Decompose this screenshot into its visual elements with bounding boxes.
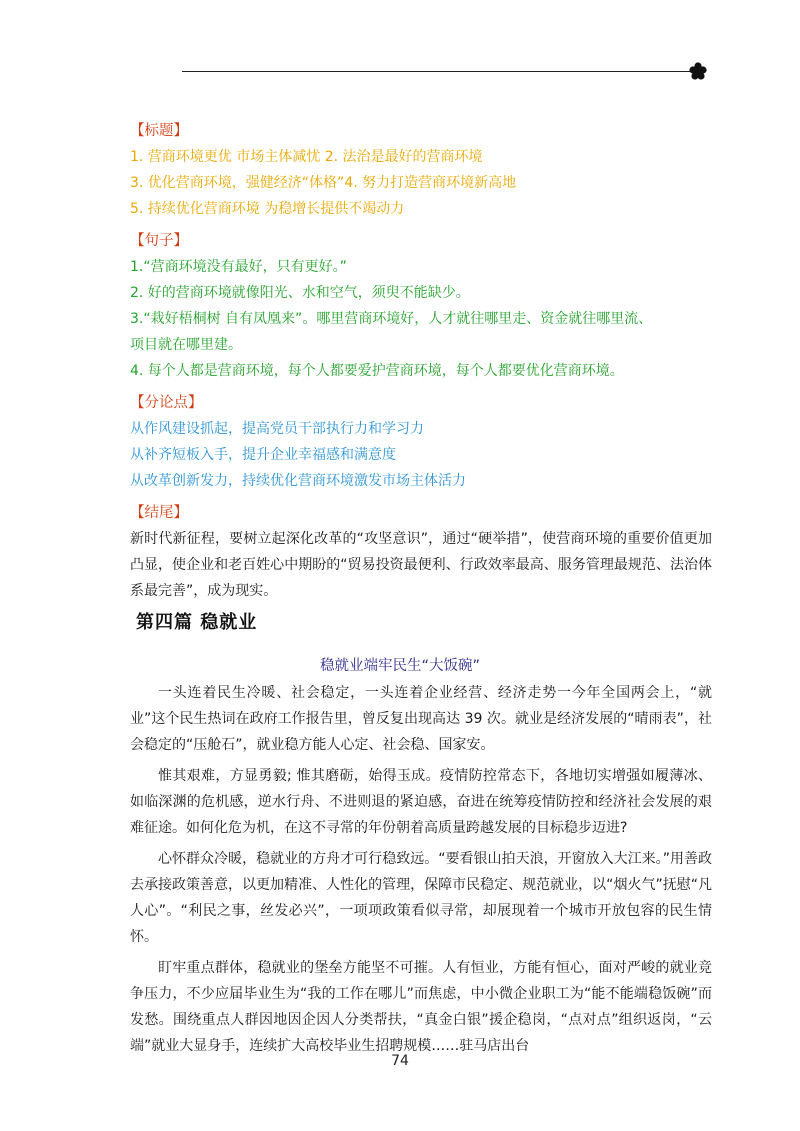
article-paragraph: 盯牢重点群体，稳就业的堡垒方能坚不可摧。人有恒业，方能有恒心，面对严峻的就业竞争压力，不少应届毕业生为“我的工作在哪儿”而焦虑，中小微企业职工为“能不能端稳饭碗”而发愁。围绕重点人群因地因企因人分类帮扶，“真金白银”援企稳岗，“点对点”组织返岗，“云端”就业大显身手，连续扩大高校毕业生招聘规模……驻马店出台 xyxy=(130,960,712,1054)
sentence-item: 2. 好的营商环境就像阳光、水和空气，须臾不能缺少。 xyxy=(130,285,470,301)
point-item: 从改革创新发力，持续优化营商环境激发市场主体活力 xyxy=(130,473,466,489)
article-title: 稳就业端牢民生“大饭碗” xyxy=(319,658,481,674)
header-rule xyxy=(182,71,692,72)
sentence-item: 项目就在哪里建。 xyxy=(130,337,242,353)
flower-ornament-icon xyxy=(688,61,708,81)
sentence-item: 4. 每个人都是营商环境，每个人都要爱护营商环境，每个人都要优化营商环境。 xyxy=(130,363,624,379)
title-item: 1. 营商环境更优 市场主体减忧 2. 法治是最好的营商环境 xyxy=(130,149,483,165)
sentence-item: 1.“营商环境没有最好，只有更好。” xyxy=(130,259,347,275)
article-paragraph: 心怀群众冷暖，稳就业的方舟才可行稳致远。“要看银山拍天浪，开窗放入大江来。”用善政去承接政策善意，以更加精准、人性化的管理，保障市民稳定、规范就业，以“烟火气”抚慰“凡人心”。“利民之事，丝发必兴”，一项项政策看似寻常，却展现着一个城市开放包容的民生情怀。 xyxy=(130,851,712,945)
title-item: 3. 优化营商环境，强健经济“体格”4. 努力打造营商环境新高地 xyxy=(130,175,517,191)
ending-paragraph: 新时代新征程，要树立起深化改革的“攻坚意识”，通过“硬举措”，使营商环境的重要价值更加凸显，使企业和老百姓心中期盼的“贸易投资最便利、行政效率最高、服务管理最规范、法治体系最完善”，成为现实。 xyxy=(130,531,712,599)
points-label: 【分论点】 xyxy=(130,395,203,411)
point-item: 从补齐短板入手，提升企业幸福感和满意度 xyxy=(130,447,396,463)
title-item: 5. 持续优化营商环境 为稳增长提供不竭动力 xyxy=(130,201,405,217)
sentence-item: 3.“栽好梧桐树 自有凤凰来”。哪里营商环境好，人才就往哪里走、资金就往哪里流、 xyxy=(130,311,653,327)
page-number: 74 xyxy=(391,1053,409,1069)
article-paragraph: 一头连着民生冷暖、社会稳定，一头连着企业经营、经济走势一今年全国两会上，“就业”这个民生热词在政府工作报告里，曾反复出现高达 39 次。就业是经济发展的“晴雨表”，社会稳定的“压舱石”，就业稳方能人心定、社会稳、国家安。 xyxy=(130,685,712,753)
article-body xyxy=(130,680,712,1064)
sentences-label: 【句子】 xyxy=(130,233,188,249)
essay-material-section xyxy=(130,118,712,604)
titles-label: 【标题】 xyxy=(130,123,188,139)
point-item: 从作风建设抓起，提高党员干部执行力和学习力 xyxy=(130,421,424,437)
ending-label: 【结尾】 xyxy=(130,505,188,521)
chapter-title: 第四篇 稳就业 xyxy=(136,612,258,633)
article-paragraph: 惟其艰难，方显勇毅; 惟其磨砺，始得玉成。疫情防控常态下，各地切实增强如履薄冰、如临深渊的危机感，逆水行舟、不进则退的紧迫感，奋进在统筹疫情防控和经济社会发展的艰难征途。如何化危为机，在这不寻常的年份朝着高质量跨越发展的目标稳步迈进? xyxy=(130,768,712,836)
